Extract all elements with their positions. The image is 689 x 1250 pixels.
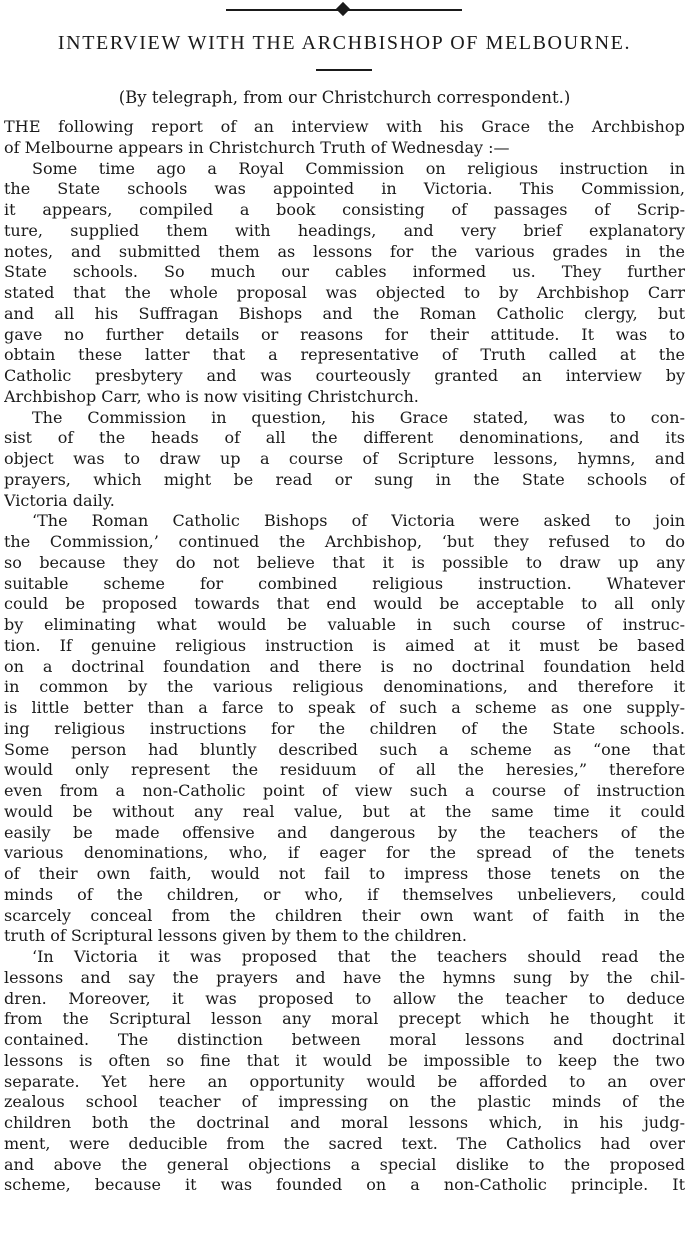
article-text-line: tion. If genuine religious instruction is aimed at it must be based bbox=[4, 635, 685, 655]
article-text-line: ‘In Victoria it was proposed that the teachers should read the bbox=[32, 947, 685, 966]
article-text-line: the State schools was appointed in Victoria. This Commission, bbox=[4, 179, 685, 199]
article-text-line: would be without any real value, but at the same time it could bbox=[4, 801, 685, 821]
article-text-line: Catholic presbytery and was courteously granted an interview by bbox=[4, 366, 685, 385]
article-text-line: lessons is often so fine that it would be impossible to keep the two bbox=[4, 1050, 685, 1070]
article-text-line: gave no further details or reasons for their attitude. It was to bbox=[4, 324, 685, 344]
article-text-line: ing religious instructions for the children of the State schools. bbox=[4, 718, 685, 738]
article-text-line: in common by the various religious denominations, and therefore it bbox=[4, 677, 685, 697]
article-headline: INTERVIEW WITH THE ARCHBISHOP OF MELBOURNE. bbox=[57, 32, 632, 54]
article-text-line: is little better than a farce to speak of such a scheme as one supply- bbox=[4, 698, 685, 717]
article-text-line: object was to draw up a course of Scripture lessons, hymns, and bbox=[4, 449, 685, 468]
article-text-line: suitable scheme for combined religious instruction. Whatever bbox=[4, 573, 685, 593]
article-text-line: so because they do not believe that it is possible to draw up any bbox=[4, 552, 685, 572]
article-text-line: State schools. So much our cables informed us. They further bbox=[4, 262, 685, 282]
article-text-line: of Melbourne appears in Christchurch Truth of Wednesday :— bbox=[4, 137, 510, 157]
article-text-line: of their own faith, would not fail to impress those tenets on the bbox=[4, 864, 685, 883]
article-text-line: lessons and say the prayers and have the hymns sung by the chil- bbox=[4, 967, 685, 987]
article-text-line: zealous school teacher of impressing on the plastic minds of the bbox=[4, 1092, 685, 1112]
article-text-line: stated that the whole proposal was objected to by Archbishop Carr bbox=[4, 283, 685, 302]
article-text-line: it appears, compiled a book consisting of passages of Scrip- bbox=[4, 200, 685, 219]
article-text-line: by eliminating what would be valuable in such course of instruc- bbox=[4, 615, 685, 634]
article-text-line: Victoria daily. bbox=[4, 490, 115, 510]
article-text-line: children both the doctrinal and moral lessons which, in his judg- bbox=[4, 1113, 685, 1132]
article-text-line: prayers, which might be read or sung in the State schools of bbox=[4, 469, 685, 489]
article-text-line: dren. Moreover, it was proposed to allow the teacher to deduce bbox=[4, 988, 685, 1008]
article-text-line: truth of Scriptural lessons given by them to the children. bbox=[4, 926, 467, 946]
article-text-line: ment, were deducible from the sacred text. The Catholics had over bbox=[4, 1133, 685, 1153]
article-text-line: separate. Yet here an opportunity would be afforded to an over bbox=[4, 1071, 685, 1091]
article-text-line: would only represent the residuum of all the heresies,” therefore bbox=[4, 760, 685, 780]
article-text-line: ‘The Roman Catholic Bishops of Victoria were asked to join bbox=[32, 511, 685, 531]
article-text-line: easily be made offensive and dangerous by the teachers of the bbox=[4, 822, 685, 842]
article-text-line: even from a non-Catholic point of view such a course of instruction bbox=[4, 781, 685, 800]
headline-underline-rule bbox=[316, 69, 372, 71]
article-text-line: ture, supplied them with headings, and very brief explanatory bbox=[4, 220, 685, 240]
article-text-line: the Commission,’ continued the Archbishop, ‘but they refused to do bbox=[4, 532, 685, 551]
article-text-line: Some person had bluntly described such a scheme as “one that bbox=[4, 739, 685, 759]
article-body bbox=[4, 117, 685, 1196]
article-text-line: The Commission in question, his Grace stated, was to con- bbox=[32, 407, 685, 427]
article-text-line: contained. The distinction between moral lessons and doctrinal bbox=[4, 1030, 685, 1049]
article-text-line: scarcely conceal from the children their own want of faith in the bbox=[4, 905, 685, 925]
article-text-line: sist of the heads of all the different denominations, and its bbox=[4, 428, 685, 448]
article-text-line: from the Scriptural lesson any moral precept which he thought it bbox=[4, 1009, 685, 1029]
article-byline: (By telegraph, from our Christchurch correspondent.) bbox=[118, 88, 571, 107]
article-text-line: and all his Suffragan Bishops and the Roman Catholic clergy, but bbox=[4, 303, 685, 323]
article-text-line: minds of the children, or who, if themselves unbelievers, could bbox=[4, 884, 685, 904]
article-text-line: and above the general objections a special dislike to the proposed bbox=[4, 1154, 685, 1174]
article-text-line: various denominations, who, if eager for the spread of the tenets bbox=[4, 843, 685, 863]
article-text-line: obtain these latter that a representative of Truth called at the bbox=[4, 345, 685, 365]
article-text-line: Archbishop Carr, who is now visiting Christchurch. bbox=[4, 386, 419, 406]
article-text-line: Some time ago a Royal Commission on religious instruction in bbox=[32, 158, 685, 178]
article-text-line: THE following report of an interview with his Grace the Archbishop bbox=[4, 117, 685, 136]
article-text-line: scheme, because it was founded on a non-Catholic principle. It bbox=[4, 1175, 685, 1195]
article-text-line: on a doctrinal foundation and there is no doctrinal foundation held bbox=[4, 656, 685, 676]
article-text-line: notes, and submitted them as lessons for the various grades in the bbox=[4, 241, 685, 261]
divider-diamond-ornament bbox=[336, 2, 350, 16]
article-text-line: could be proposed towards that end would be acceptable to all only bbox=[4, 594, 685, 614]
